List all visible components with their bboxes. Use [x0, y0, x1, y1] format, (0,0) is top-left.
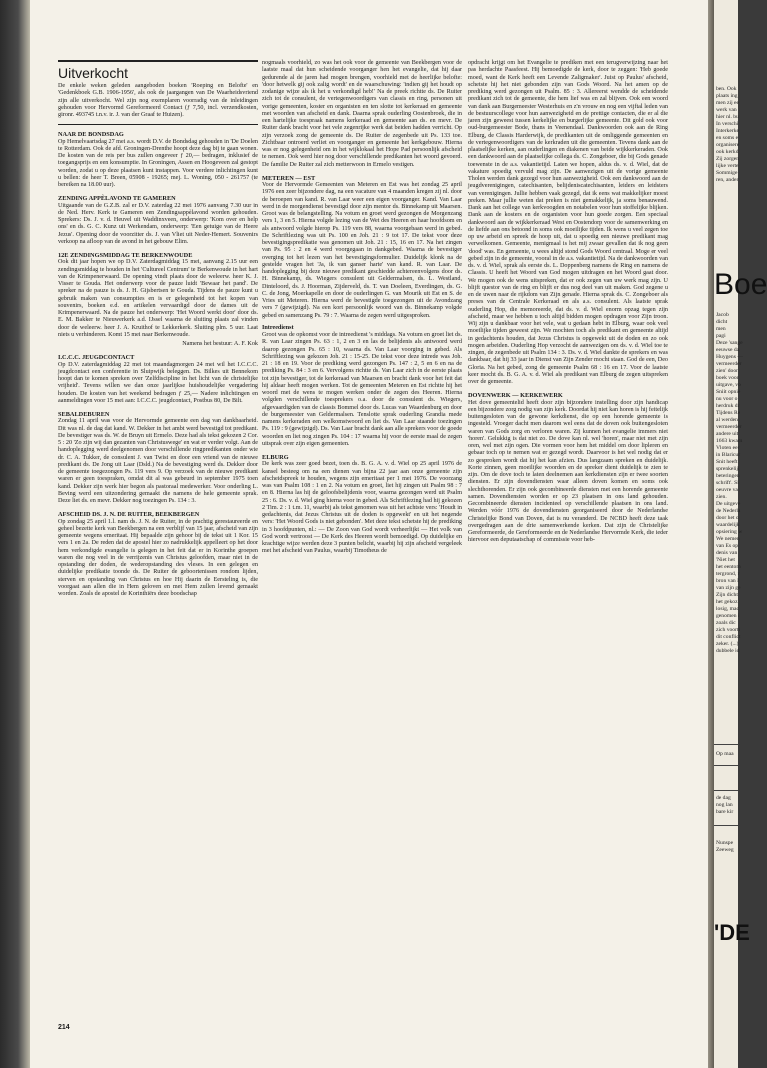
next-page-box-2: [714, 790, 738, 826]
bondsdag-title: NAAR DE BONDSDAG: [58, 131, 124, 139]
zendingsmiddag-title: 12E ZENDINGSMIDDAG TE BERKENWOUDE: [58, 252, 193, 259]
page-number: 214: [58, 1024, 70, 1031]
next-page-headline: Boe: [714, 268, 767, 301]
zendingsmiddag-text: Ook dit jaar hopen we op D.V. Zaterdagmiddag 15 mei, aanvang 2.15 uur een zendingsmiddag te houden in het 'Cultureel Centrum' te Berkenwoude in het hart van de Krimpenerwaard. De opening vindt plaats door de weleerw. heer K. J. Visser te Gouda. Het onderwerp voor de pauze luidt 'Bewaar het pand'. De spreker na de pauze is ds. J. H. Gijsbertsen te Gouda. Tijdens de pauze kunt u gebruik maken van consumpties en is er gelegenheid tot het kopen van souvenirs, boeken e.d. en artikelen vervaardigd door de dames uit de Krimpenerwaard. Na de pauze het onderwerp: 'Het Woord werkt door' door ds. E. M. Bakker te Nieuwerkerk a.d. IJssel waarna de sluiting plaats zal vinden door de weleerw. heer J. A. Kruithof te Lekkerkerk. Sluiting plm. 5 uur. Laat niets u verhinderen. Komt 15 mei naar Berkenwoude.: [58, 259, 258, 338]
scan-left-margin: [0, 0, 30, 1068]
icc-text: Op D.V. zaterdagmiddag 22 mei tot maandagmorgen 24 mei wil het I.C.C.C. jeugdcontact een conferentie in Sluipwijk beleggen. Ds. Bilkes uit Bennekom hoopt dan te komen spreken over 'Zelfdiscipline in het licht van de christelijke vrijheid'. Tevens willen we dan onze jaarlijkse huishoudelijke vergadering houden. De kosten van het weekend bedragen ƒ 25,— Nadere inlichtingen en aanmeldingen voor 15 mei aan: I.C.C.C. jeugdcontact, Postbus 80, De Bilt.: [58, 361, 258, 404]
next-page-big-word: 'DE: [714, 920, 750, 945]
dovenwerk-text: Het dove gemeentelid heeft door zijn bijzondere instelling door zijn handicap een bijzondere zorg nodig van zijn kerk. Doordat hij niet kan horen is hij feitelijk buitengesloten van de gewone kerkdienst, die op een horende gemeente is ingesteld. Vroeger dacht men daarom wel eens dat de doven ook buitengesloten waren van Gods zorg en verloren waren. Zij kunnen het evangelie immers niet 'horen'. Gelukkig is dat niet zo. De dove kan nl. wel 'horen', maar niet met zijn oren, wel met zijn ogen. Die vormen voor hem het middel om door lipleren en gebaar toch op te nemen wat er gezegd wordt. Daarvoor is het wel nodig dat er zo gesproken wordt dat hij het kan afzien. Dus langzaam spreken en duidelijk. Korte zinnen, geen moeilijke woorden en de spreker dient duidelijk te zien te zijn. Om de dove toch te laten deelnemen aan kerkdiensten zijn er twee soorten diensten. Er zijn dovendiensten waar alleen doven komen en soms ook slechthorenden. Er zijn ook gecombineerde diensten met een horende gemeente samen. Dovendiensten worden er op 23 plaatsen in ons land gehouden. Gecombineerde diensten incidenteel op verschillende plaatsen in ons land. Werden vóór 1976 de dovendiensten georganiseerd door de Nederlandse Christelijke Bond van Doven, dat is nu veranderd. De NCBD heeft deze taak overgedragen aan de drie samenwerkende kerken. Dat zijn de Christelijke Gereformeerde, de Gereformeerde en de Nederlandse Hervormde Kerk, die ieder hiervoor een deputaatschap of commissie voor heb-: [468, 399, 668, 544]
col2-intro-text: nogmaals voorhield, zo was het ook voor de gemeente van Beekbergen voor de laatste maal dat hun scheidende voorganger hen het evangelie, dat hij daar gedurende al de jaren had mogen brengen, voorhield met de heerlijke belofte: 'door hetwelk gij ook zalig wordt' en de waarschuwing: 'indien gij het houdt op zodanige wijze als ik het u verkondigd heb!' Na de preek richtte ds. De Ruiter zich tot de consulent, de vertegenwoordigers van classis en ring, personen uit vorige gemeenten, koster en organisten en ten slotte tot kerkeraad en gemeente met woorden van afscheid en dank. Daarna sprak ouderling Oostenbroek, die in een hartelijke toespraak namens kerkeraad en gemeente aan ds. en mevr. De Ruiter dank bracht voor het vele zegenrijke werk dat beiden hadden verricht. Op zijn verzoek zong de gemeente ds. De Ruiter de zegenbede uit Ps. 133 toe. Zichtbaar ontroerd verliet en voorganger en gemeente het kerkgebouw. Hierna was er nog gelegenheid om in het wijklokaal het Hope Pad persoonlijk afscheid te nemen. Ook werd hier nog door verschillende predikanten het woord gevoerd. De familie De Ruiter zal zich metterwoon in Ermelo vestigen.: [262, 60, 462, 168]
uitverkocht-box: [58, 60, 258, 125]
afscheid-title: AFSCHEID DS. J. N. DE RUITER, BEEKBERGEN: [58, 511, 200, 519]
column-2: [262, 60, 462, 556]
elburg-text: De kerk was zeer goed bezet, toen ds. B. G. A. v. d. Wiel op 25 april 1976 de kansel besteeg om na een dienen van bijna 22 jaar aan onze gemeente zijn afscheidspreek te houden, wegens zijn emeritaat per 1 mei 1976. De voorzang was van Psalm 108 : 1 en 2. Na votum en groet, liet hij zingen uit Psalm 98 : 7 en 8. Hierna las hij de geloofsbelijdenis voor, waarna gezongen werd uit Psalm 25 : 6. Ds. v. d. Wiel ging hierna voor in gebed. Als Schriftlezing had hij gekozen 2 Tim. 2 : 1 t.m. 11, waarbij als tekst genomen was uit het achtste vers: 'Houdt in gedachtenis, dat Jezus Christus uit de doden is opgewekt' en uit het negende vers: 'Het Woord Gods is niet gebonden'. Met deze tekst schetste hij de prediking in 3 hoofdpunten, nl.: — De Zoon van God wordt verheerlijkt — Het volk van God wordt vertroost — De Kerk des Heeren wordt bemoedigd. Op duidelijke en krachtige wijze werden deze 3 punten belicht, waarbij hij zijn afscheid vergeleek met het afscheid van Paulus, waarbij Timotheus de: [262, 461, 462, 555]
uitverkocht-text: De enkele weken geleden aangeboden boeken 'Roeping en Belofte' en 'Gedenkboek G.B. 1906-1956', als ook de jaargangen van De Waarheidsvriend zijn alle uitverkocht. Wel zijn nog exemplaren voorradig van de inleidingen gehouden voor Hervormd Gereformeerd Contact (ƒ 7,50, incl. verzendkosten, gironr. 493745 t.n.v. ir. J. van der Graaf te Huizen).: [58, 83, 258, 118]
icc-title: I.C.C.C. JEUGDCONTACT: [58, 354, 135, 362]
column-1: [58, 60, 258, 598]
sebaldeburen-text: Zondag 11 april was voor de Hervormde gemeente een dag van dankbaarheid. Dit was nl. de dag dat kand. W. Dekker in het ambt werd bevestigd tot predikant. De bevestiger was ds. W. de Bruyn uit Ermelo. Deze had als tekst gekozen 2 Cor. 5 : 20 'Zo zijn wij dan gezanten van Christuswege' en wat er verder volgt. Aan de handoplegging werd deelgenomen door verschillende ringpredikanten onder wie dr. C. A. Tukker, de consulent J. van Twist en door een vriend van de nieuwe predikant ds. De Jong uit Laar (Dsld.) Na de bevestiging werd ds. Dekker door de gemeente toegezongen Ps. 119 vers 9. Op verzoek van de nieuwe predikant waren er geen toespraken, omdat dit al was gebeurd in september 1975 toen kand. Dekker zijn werk hier begon als pastoraal medewerker. Voor onderling L. Beving werd een uitzondering gemaakt die namens de hele gemeente sprak. Deze liet ds. en mevr. Dekker nog toezingen Ps. 134 : 3.: [58, 418, 258, 504]
uitverkocht-title: Uitverkocht: [58, 65, 129, 81]
afscheid-text: Op zondag 25 april 1.l. nam ds. J. N. de Ruiter, in de prachtig gerestaureerde en geheel bezette kerk van Beekbergen na een verblijf van 15 jaar, afscheid van zijn gemeente wegens emeritaat. Hij bepaalde zijn gehoor bij de tekst uit 1 Kor. 15 vers 1 en 2a. De reden dat de apostel hier zo nadrukkelijk appelleert op het door hem verkondigde evangelie is gelegen in het feit dat er in Korinthe groepen waren die nog veel in de verrijzenis van Christus geloofden, maar niet in de opstanding der doden, de wederopstanding des vleses. In een gelegen en duidelijke predikatie toonde ds. De Ruiter de geboortenissen rondom lijden, sterven en opstanding van Christus en hoe Hij daarin de Eersteling is, die voorgaat aan allen die in Hem geloven en met Hem zullen levend gemaakt worden. Zoals de apostel de Korinthiërs deze boodschap: [58, 518, 258, 597]
meteren-title: METEREN — EST: [262, 174, 316, 182]
meteren-text: Voor de Hervormde Gemeenten van Meteren en Est was het zondag 25 april 1976 een zeer bijzondere dag, na een vacature van 4 maanden kregen zij nl. door de beroepen van kand. R. van Laar weer een eigen voorganger. Kand. Van Laar werd in de morgendienst bevestigd door zijn mentor ds. Binnekamp uit Maarsen. Groot was de belangstelling. Na votum en groet werd gezongen de Morgenzang vers 1, 3 en 5. Hierna volgde lezing van de Wet des Heeren en haar hoofdsom en als antwoord volgde hierop Ps. 119 vers 88, waarna voorgebaan werd in gebed. De Schriftlezing was uit Ps. 100 en Joh. 21 : 9 tot 17. De tekst voor deze bevestigingspredikatie was genomen uit Joh. 21 : 15, 16 en 17. Na het zingen van Ps. 95 : 2 en 4 werd voorgegaan in dankgebed. Waarna de bevestiger overging tot het lezen van het bevestigingsformulier. Duidelijk klonk na de gestelde vragen het 'Ja, ik van ganser harte' van kand. R. van Laar. De handoplegging bij deze nieuwe predikant geschiedde achtereenvolgens door ds. H. Binnekamp, ds. Wiegers consulent uit Geldermalsen, ds. L. Westland, Dinteloord, ds. J. Hoorman, Zijderveld, ds. T. van Doeleen, Everdingen, ds. G. C. de Jong, Moerkapelle en door de ouderlingen G. van Mourik uit Est en S. de Vries uit Meteren. Hierna werd de bevestigde toegezongen uit de Avondzang vers 7 (gewijzigd). Na een kort persoonlijk woord van ds. Binnekamp volgde gebed en samenzang Ps. 79 : 7. Waarna de zegen werd uitgesproken.: [262, 182, 462, 319]
next-page-lines-mid: Jacob dicht men pagi Deze 'sange eeuwse da Huygens — vermeerder zien' door boek voor uitgave, vo Sniit opnie nu voor o herdruk dr Tijdens Re al werden vermeerder andere uit 1663 kwam Vloten eer in Blaricur Snit heeft sprenkelijl beteringen schrift'. Si oeuvre va zien. De uitgeve de Nederla door het o waardelijk opsiering w We nemen van Es op denis van 'Niet het het eentom tergrond, r bron van I van zijn ge Zijn dicht het gekoz losig, mac genomen i zoals dic zich voorti dit conflict zeker. (...) dubbele id: [716, 312, 743, 654]
magazine-page: [30, 0, 708, 1068]
next-page-lines-low: Nunspe Zeeweg: [716, 840, 734, 853]
intrede-text: Groot was de opkomst voor de intreedienst 's middags. Na votum en groet liet ds. R. van Laar zingen Ps. 63 : 1, 2 en 3 en las de belijdenis als antwoord werd daarop gezongen Ps. 65 : 10, waarna ds. Van Laar voorging in gebed. Als Schriftlezing was gekozen Joh. 21 : 15-25. De tekst voor deze intrede was Joh. 21 : 18 en 19. Voor de prediking werd gezongen Ps. 147 : 2, 5 en 6 en na de prediking Ps. 84 : 3 en 6. Vervolgens richtte ds. Van Laar zich in de eerste plaats tot zijn bevestiger, tot de kerkeraad van Maarsen en bracht dank voor het feit dat hij aldaar heeft mogen werken. Tot de gemeenten Meteren en Est richtte hij het woord met de wens te mogen werken onder de zegen des Heeren. Hierna volgden verschillende toesprekers o.a. door de consulent ds. Wiegers, afgevaardigden van de classis Bommel door ds. Lucas van Waardenburg en door de burgemeester van Geldermalsen. Tenslotte sprak ouderling Grandia mede namens kerkeraden een welkomstwoord en liet ds. Van Laar staande toezingen Ps. 119 : 9 (gewijzigd). Ds. Van Laar bracht dank aan alle sprekers voor de goede woorden en liet nog zingen Ps. 104 : 17 waarna hij voor de eerste maal de zegen uitsprak over zijn eigen gemeenten.: [262, 332, 462, 447]
column-3: [468, 60, 668, 545]
bondsdag-text: Op Hemelvaartsdag 27 mei a.s. wordt D.V. de Bondsdag gehouden in 'De Doelen te Rotterdam. Ook de afd. Groningen-Drenthe hoopt deze dag bij te gaan wonen. De kosten van de reis per bus zullen ongeveer ƒ 20,— bedragen, inklusief de toegangsprijs en een konsumptie. In Groningen, Assen en Hoogeveen zal gestopt worden, zodat u op deze plaatsen kunt instappen. Voor verdere inlichtingen kunt u bellen: de heer T. Breen, 05908 - 19265; mej. L. Woning, 050 - 261757 (te bereiken na 18.00 uur).: [58, 138, 258, 188]
next-page-lines-top: ben. Ook plaats ing men zij ee werk van hier nl. bu In verschi Interkerke en soms e organisere ook kerkd Zij zorgen lijke verte Sommige ren, ander: [716, 86, 740, 183]
next-page-box-1: [714, 744, 738, 766]
zendingsmiddag-signature: Namens het bestuur: A. F. Kok: [182, 341, 258, 347]
zending-text: Uitgaande van de G.Z.B. zal er D.V. zaterdag 22 mei 1976 aanvang 7.30 uur in de Ned. Herv. Kerk te Gameren een Zendingsappèlavond worden gehouden. Sprekers: Ds. J. v. d. Heuvel uit Waddinxveen, onderwerp: 'Kom over en help ons' en ds. G. C. Kunz uit Werkendam, onderwerp: 'Een getuige van de Heere Jezus'. Opening door de voorzitter ds. J. van Vliet uit Neder-Hemert. Souvenirs verkoop na afloop van de avond in het gebouw Elim.: [58, 202, 258, 245]
col3-intro-text: opdracht krijgt om het Evangelie te prediken met een terugverwijzing naar het pas herdachte Paasfeest. Hij bemoedigde de kerk, door te zeggen: 'Heb goede moed, want de Kerk heeft een Levende Zaligmaker'. Juist op Paulus' afscheid, schetste hij het niet gebonden zijn van Gods Woord. Na het amen op de prediking werd gezongen uit Psalm. 85 : 3. Allereerst wendde de scheidende predikant zich tot de gemeente, die hem lief was en zal blijven. Ook een woord van dank aan Burgemeester Westerhuis en z'n vrouw en nog een vijftal leden van de bestuurscollege voor hun aanwezigheid en de prettige contacten, die er al die jaren zijn geweest tussen kerkelijke en burgerlijke gemeente. Dit gold ook voor oud-burgemeester Bode, thans in Veenendaal. Dankwoorden ook aan de Ring Elburg, de Classis Harderwijk, de predikanten uit de omliggende gemeenten en de vertegenwoordigers van de kerkraden uit die gemeenten. Tevens dank aan de plaatselijke kerken, aan ouderlingen en diakenen van beide wijkkerkeraden. Ook een dankwoord aan de plaatselijke collega ds. C. Zongeboer, die bij Gods genade toewenste in de a.s. vakantietijd. Laten we hopen, aldus ds. v. d. Wiel, dat de vakature spoedig vervuld mag zijn. De aanwezigen uit de vorige gemeente Tholen werden dank gezegd voor hun aanwezigheid. Ook een dankwoord aan de jeugdverenigingen, catechisanten, belijdeniscatechisanten, leiders en leidsters van verenigingen. Jullie hebben vaak gezegd, dat ik eens wat makkelijker moest preken. Maar jullie weten dat preken is niet gemakkelijk, ja soms benauwend. Dank aan het college van kerkvoogden en notabelen voor hun stoffelijke blijken. Dank aan de kosters en de organisten voor hun goede zorgen. Een speciaal dankwoord aan de wijkkerkeraad West en Oostendorp voor de samenwerking en de liefde aan ons betoond in soms ook moeilijke tijden. Ik wens u veel zegen toe op uw arbeid en spreek de hoop uit, dat u spoedig een nieuwe predikant mag verwelkomen. Gemeente, menigmaal is het mij zwaar gevallen dat ik nog geen 'dood' was. En gemeente, u wees altijd stond Gods Woord centraal. Moge er veel gebed zijn in de gemeente, vooral in de a.s. vakantietijd. Na de dankwoorden van ds. v. d. Wiel, sprak als eerste ds. L. Doppenberg namens de Ring en namens de Classis. U heeft het Woord van God mogen uitdragen en het Woord gaat door. We mogen ook de wens uitspreken, dat er ook zegen van uw werk mag zijn. U blijft questor van de ring en blijft er dus nog deel van uit maken. God zegene u en de uwen naar de rijkdom van Zijn genade. Hierna sprak ds. C. Zongeboer als preses van de Centrale Kerkeraad en als a.s. consulent. Als laatste sprak ouderling Hop, die memoreerde, dat ds. v. d. Wiel enorm opzag tegen zijn afscheid, maar we hebben u toch altijd bidden mogen opdragen voor Zijn troon. Wij zijn u dankbaar voor het vele, wat u gedaan hebt in Elburg, waar ook veel moeilijke tijden geweest zijn. We mochten toch als predikant en gemeente altijd in gedachtenis houden, dat Jezus Christus is opgewekt uit de doden en zo ook mogen arbeiden. Ouderling Hop verzocht de aanwezigen om ds. v. d. Wiel toe te zingen, de zegenbede uit Psalm 134 : 3. Ds. v. d. Wiel dankte de sprekers en was dankbaar, dat hij 33 jaar in Dienst van Zijn Zender mocht staan. God de een, Deo Gloria. Na het gebed, zong de gemeente Psalm 68 : 16 en 17. Voor de laatste keer mocht ds. B. G. A. v. d. Wiel als predikant van Elburg de zegen uitspreken over de gemeente.: [468, 60, 668, 385]
intrede-title: Intreedienst: [262, 324, 294, 331]
next-page-edge: [714, 0, 767, 1068]
zending-title: ZENDING APPÈLAVOND TE GAMEREN: [58, 195, 176, 203]
next-page-box-1-text: Op maa: [716, 751, 734, 757]
sebaldeburen-title: SEBALDEBUREN: [58, 411, 110, 418]
dovenwerk-title: DOVENWERK — KERKEWERK: [468, 392, 563, 400]
next-page-box-2-text: de dag nog lan bare kir: [716, 795, 734, 815]
elburg-title: ELBURG: [262, 454, 289, 461]
